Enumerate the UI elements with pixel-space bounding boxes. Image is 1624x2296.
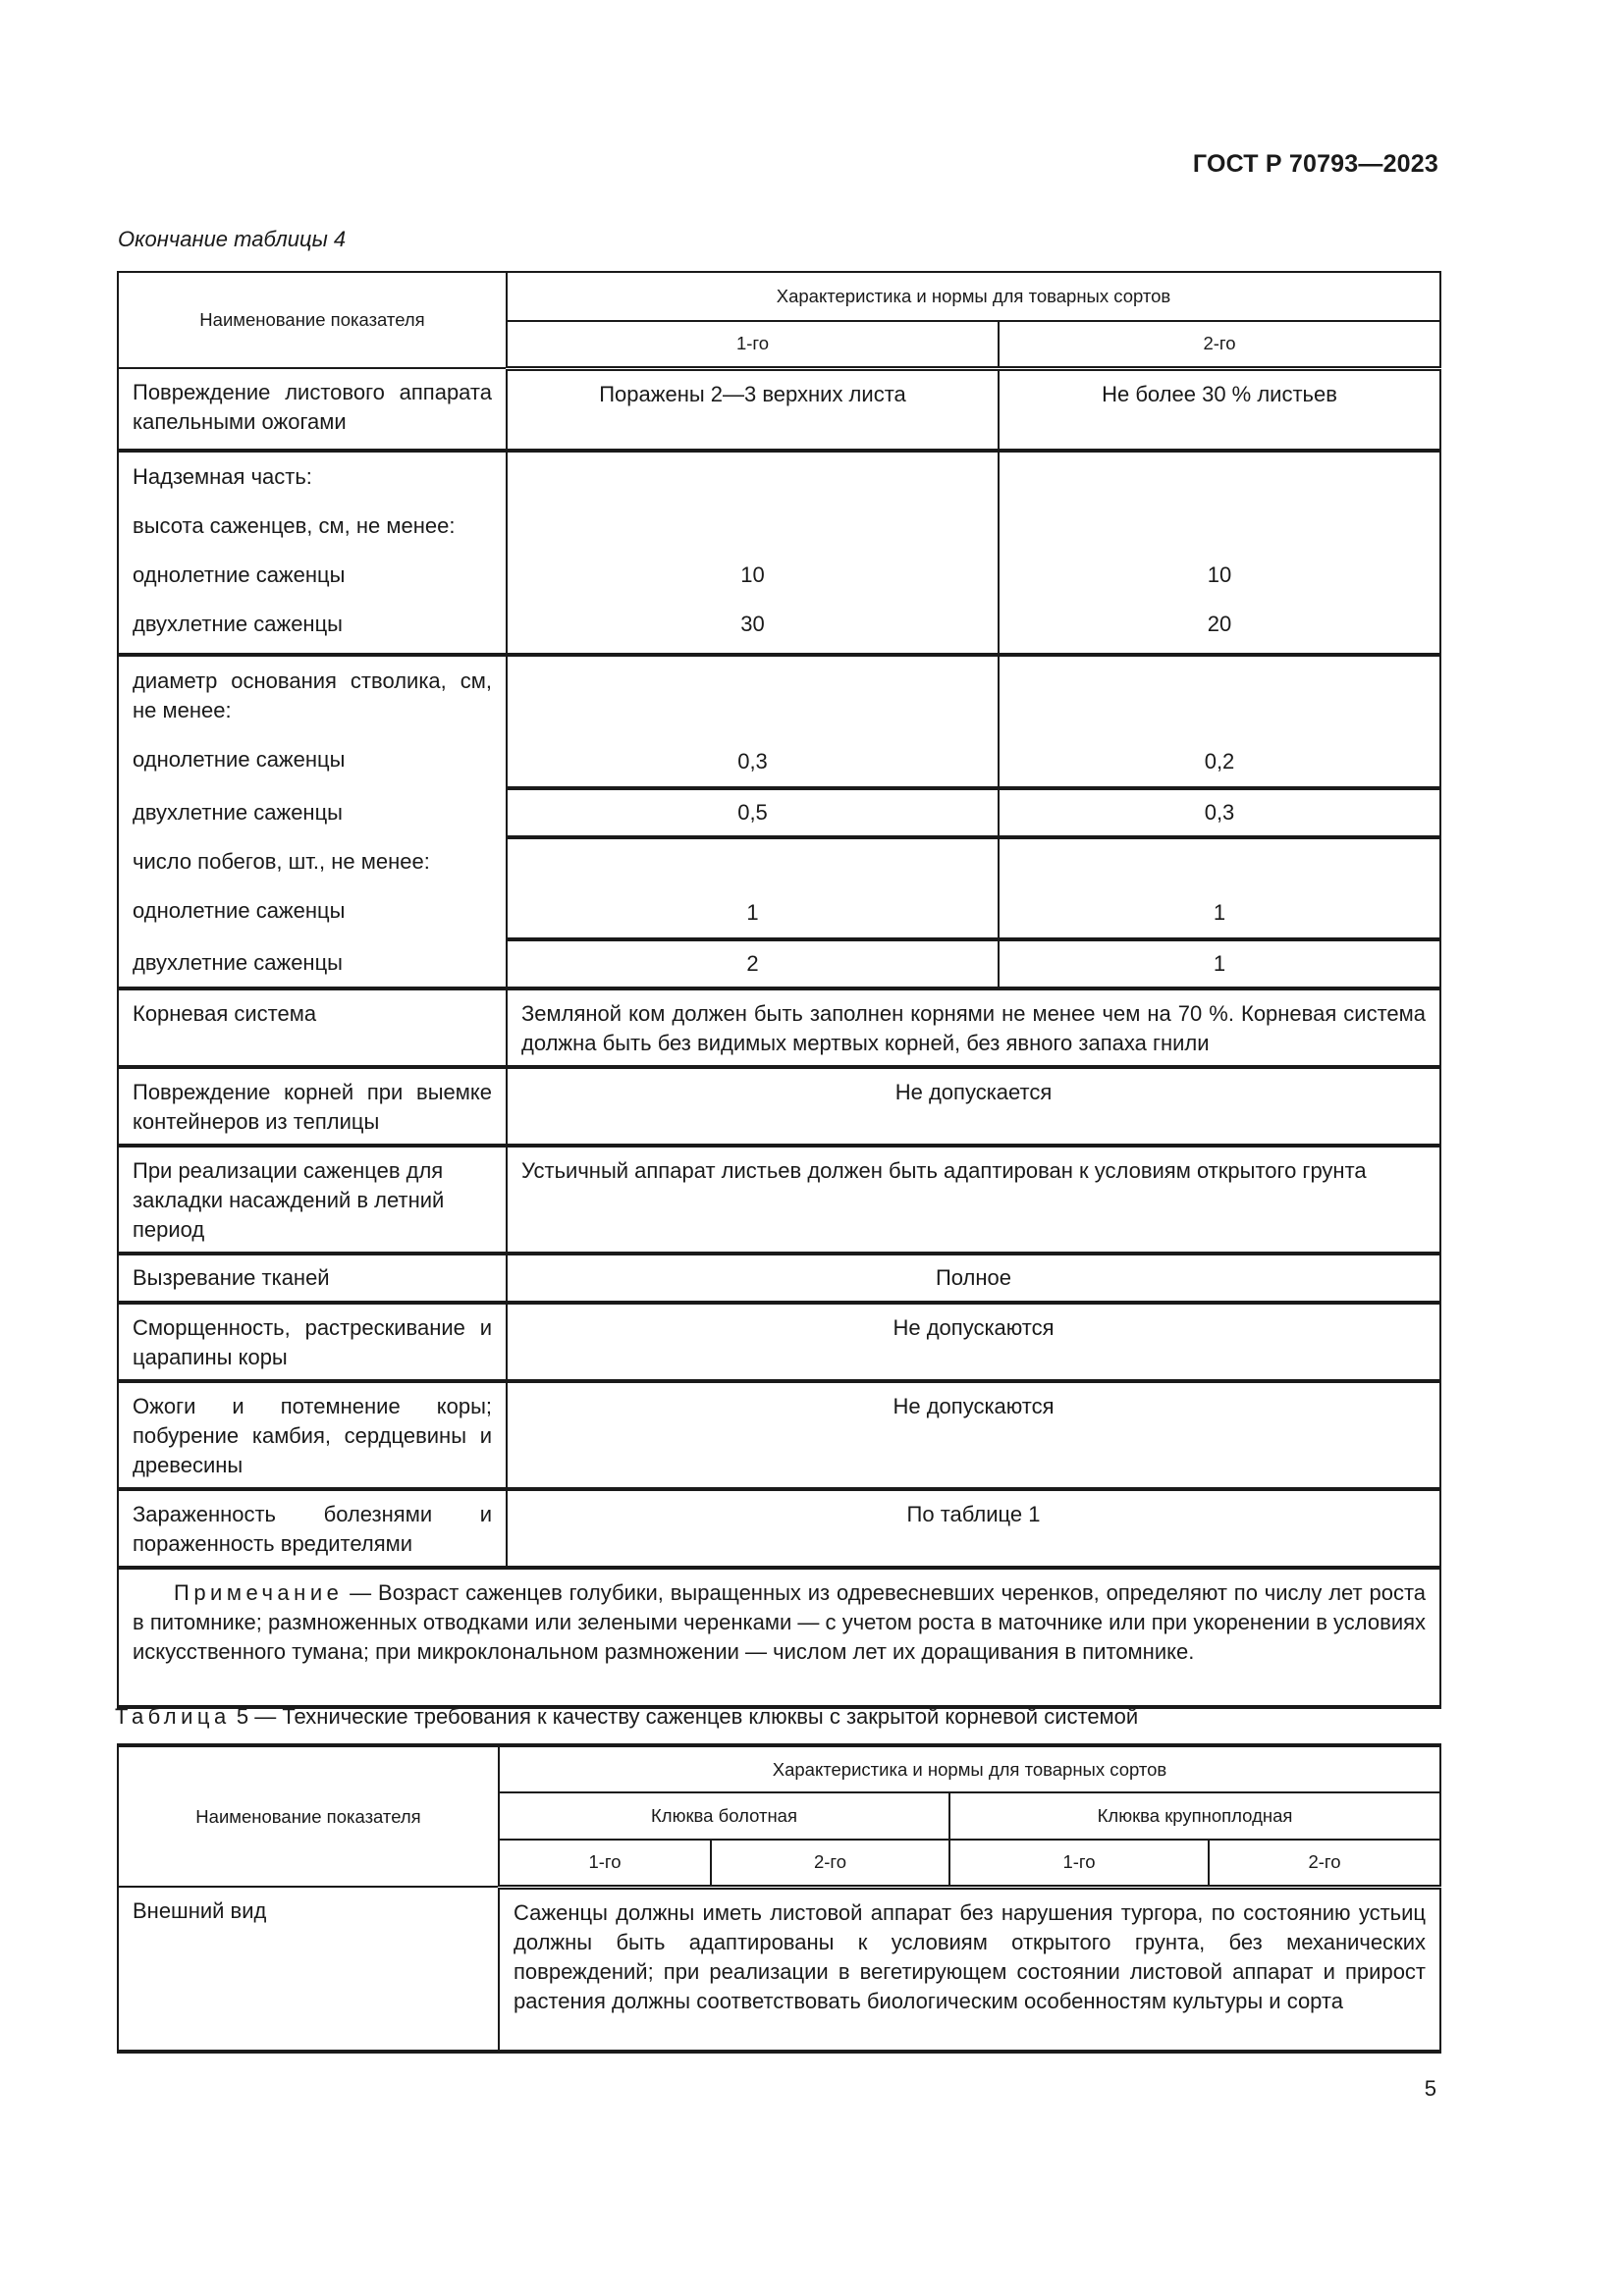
row-label: Ожоги и потемнение коры; побурение камбия, сердцевины и древесины	[118, 1381, 507, 1489]
table-row	[118, 368, 1440, 451]
row-label-group	[118, 655, 507, 788]
cell-grade-1: 0,3	[507, 655, 999, 788]
header-grade-1: 1-го	[499, 1840, 711, 1887]
height-two-year-label: двухлетние саженцы	[133, 612, 343, 636]
page-number: 5	[1424, 2076, 1436, 2101]
cell-grade-1: 0,5	[507, 788, 999, 837]
cell-value: Не допускается	[507, 1067, 1440, 1146]
row-label: При реализации саженцев для закладки насаждений в летний период	[118, 1146, 507, 1254]
cell-grade-1: Поражены 2—3 верхних листа	[507, 368, 999, 451]
table-row	[118, 1381, 1440, 1489]
diameter-one-year-label: однолетние саженцы	[133, 747, 346, 772]
height-one-year-label: однолетние саженцы	[133, 562, 346, 587]
row-label: Зараженность болезнями и пораженность вредителями	[118, 1489, 507, 1568]
table-note-row	[118, 1568, 1440, 1707]
table-row	[118, 1146, 1440, 1254]
table-row	[118, 451, 1440, 655]
table-row	[118, 939, 1440, 988]
table5-caption-lead: Таблица	[115, 1704, 231, 1729]
header-indicator-name: Наименование показателя	[118, 1745, 499, 1887]
table-row	[118, 1887, 1440, 2052]
cell-value: Не допускаются	[507, 1381, 1440, 1489]
table-5	[117, 1743, 1441, 2054]
header-group: Характеристика и нормы для товарных сортов	[507, 272, 1440, 321]
shoots-title: число побегов, шт., не менее:	[133, 849, 430, 874]
header-grade-2: 2-го	[999, 321, 1440, 368]
table-row	[118, 655, 1440, 788]
cell-grade-1: 10 30	[507, 451, 999, 655]
shoots-two-year-label: двухлетние саженцы	[118, 939, 507, 988]
cell-grade-2: 0,3	[999, 788, 1440, 837]
row-label: Повреждение листового аппарата капельными ожогами	[118, 368, 507, 451]
cell-grade-2: 1	[999, 939, 1440, 988]
header-grade-2: 2-го	[1209, 1840, 1440, 1887]
table5-caption-text: 5 — Технические требования к качеству саженцев клюквы с закрытой корневой системой	[230, 1704, 1139, 1729]
height-title: высота саженцев, см, не менее:	[133, 513, 456, 538]
header-group: Характеристика и нормы для товарных сортов	[499, 1745, 1440, 1792]
table-row	[118, 1489, 1440, 1568]
table-row	[118, 788, 1440, 837]
table-row	[118, 988, 1440, 1067]
cell-grade-2: 1	[999, 837, 1440, 939]
row-label: Сморщенность, растрескивание и царапины коры	[118, 1303, 507, 1381]
header-species-marsh: Клюква болотная	[499, 1792, 949, 1840]
diameter-two-year-label: двухлетние саженцы	[118, 788, 507, 837]
table4-caption: Окончание таблицы 4	[118, 227, 347, 251]
cell-grade-2: 10 20	[999, 451, 1440, 655]
table-row	[118, 1254, 1440, 1303]
header-grade-1: 1-го	[949, 1840, 1209, 1887]
row-label-group	[118, 451, 507, 655]
table-row	[118, 1303, 1440, 1381]
row-label: Вызревание тканей	[118, 1254, 507, 1303]
diameter-title: диаметр основания стволика, см, не менее:	[133, 668, 492, 722]
cell-grade-1: 2	[507, 939, 999, 988]
table-4	[117, 271, 1441, 1709]
note-lead: Примечание	[174, 1580, 344, 1605]
cell-value: По таблице 1	[507, 1489, 1440, 1568]
cell-grade-2: Не более 30 % листьев	[999, 368, 1440, 451]
header-grade-1: 1-го	[507, 321, 999, 368]
header-indicator-name: Наименование показателя	[118, 272, 507, 368]
header-grade-2: 2-го	[711, 1840, 949, 1887]
shoots-one-year-label: однолетние саженцы	[133, 898, 346, 923]
cell-value: Не допускаются	[507, 1303, 1440, 1381]
cell-grade-1: 1	[507, 837, 999, 939]
note-text: — Возраст саженцев голубики, выращенных из одревесневших черенков, определяют по числу лет роста в питомнике; размноженных отводками или зелеными черенками — с учетом роста в маточнике или при укоренении в условиях искусственного тумана; при микроклональном размножении — числом лет их доращивания в питомнике.	[133, 1580, 1427, 1664]
header-species-large: Клюква крупноплодная	[949, 1792, 1440, 1840]
cell-value: Полное	[507, 1254, 1440, 1303]
table5-caption	[115, 1704, 1138, 1730]
row-label-group	[118, 837, 507, 939]
cell-grade-2: 0,2	[999, 655, 1440, 788]
row-label: Корневая система	[118, 988, 507, 1067]
cell-value: Саженцы должны иметь листовой аппарат без нарушения тургора, по состоянию устьиц должны быть адаптированы к условиям открытого грунта, без механических повреждений; при реализации в вегетирующем состоянии листовой аппарат и прирост растения должны соответствовать биологическим особенностям культуры и сорта	[499, 1887, 1440, 2052]
document-code: ГОСТ Р 70793—2023	[1192, 150, 1438, 178]
row-label: Внешний вид	[118, 1887, 499, 2052]
cell-value: Земляной ком должен быть заполнен корнями не менее чем на 70 %. Корневая система должна быть без видимых мертвых корней, без явного запаха гнили	[507, 988, 1440, 1067]
table-row	[118, 1067, 1440, 1146]
row-label: Повреждение корней при выемке контейнеров из теплицы	[118, 1067, 507, 1146]
aboveground-title: Надземная часть:	[133, 464, 312, 489]
table-row	[118, 837, 1440, 939]
cell-value: Устьичный аппарат листьев должен быть адаптирован к условиям открытого грунта	[507, 1146, 1440, 1254]
table-note	[118, 1568, 1440, 1707]
